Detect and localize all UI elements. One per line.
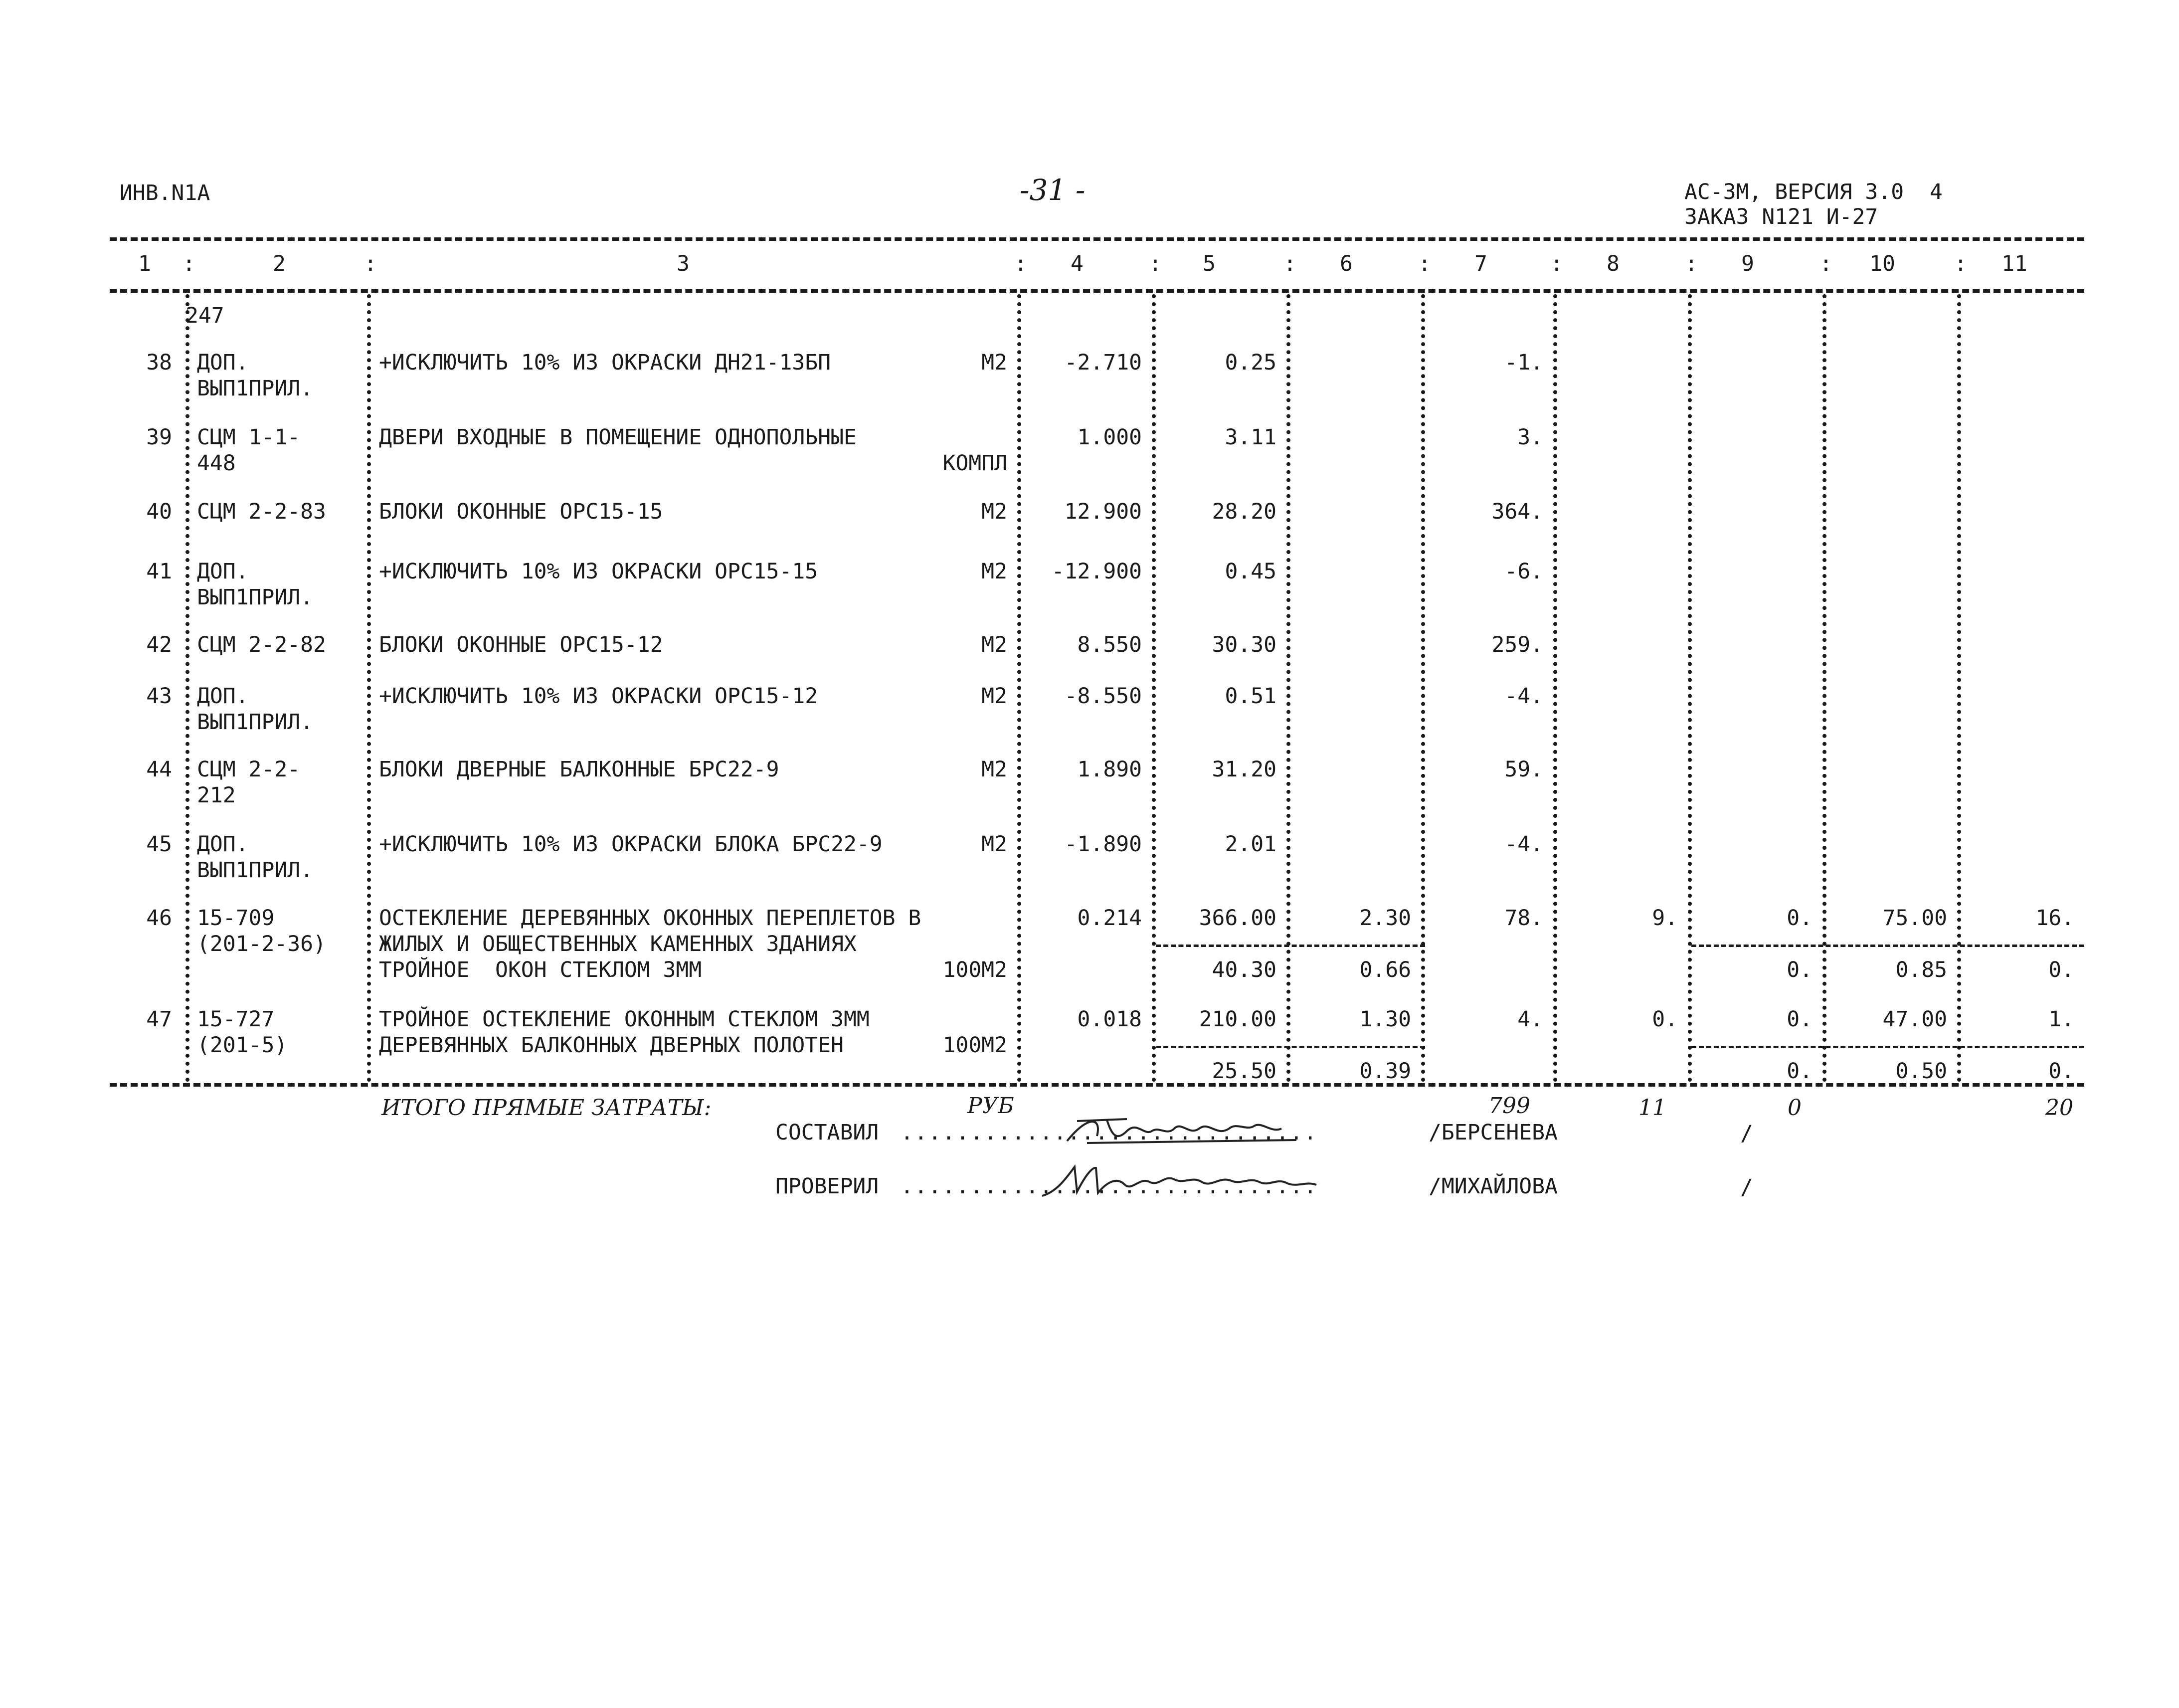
column-header-11: 11 xyxy=(2001,251,2027,276)
row-col6-wages: 0.39 xyxy=(1359,1059,1411,1084)
header-separator: : xyxy=(182,251,195,276)
row-col7-cost: 364. xyxy=(1491,499,1543,524)
row-unit-price: 210.00 xyxy=(1199,1007,1276,1032)
row-unit-price: 0.45 xyxy=(1225,559,1276,584)
sub-rule xyxy=(1156,1046,1425,1048)
row-col7-cost: 59. xyxy=(1504,757,1543,782)
row-col6: 1.30 xyxy=(1359,1007,1411,1032)
compiled-slash: / xyxy=(1740,1121,1753,1146)
row-description: БЛОКИ ОКОННЫЕ ОРС15-12 xyxy=(379,632,663,657)
row-col10: 47.00 xyxy=(1882,1007,1947,1032)
row-quantity: 8.550 xyxy=(1077,632,1142,657)
row-code: ДОП. xyxy=(197,350,249,375)
row-code: СЦМ 2-2-82 xyxy=(197,632,326,657)
row-col9: 0. xyxy=(1787,1007,1813,1032)
sub-rule xyxy=(1691,945,2084,947)
row-quantity: 1.000 xyxy=(1077,425,1142,450)
column-header-10: 10 xyxy=(1869,251,1895,276)
totals-label: ИТОГО ПРЯМЫЕ ЗАТРАТЫ: xyxy=(381,1095,712,1121)
column-header-3: 3 xyxy=(677,251,690,276)
header-separator: : xyxy=(1418,251,1431,276)
row-unit: М2 xyxy=(981,559,1007,584)
row-description: БЛОКИ ОКОННЫЕ ОРС15-15 xyxy=(379,499,663,524)
column-header-5: 5 xyxy=(1203,251,1216,276)
row-col7-cost: -4. xyxy=(1504,684,1543,709)
row-unit: 100М2 xyxy=(942,1033,1007,1058)
sub-rule xyxy=(1156,945,1425,947)
row-unit-price: 31.20 xyxy=(1212,757,1276,782)
checked-signature xyxy=(1037,1157,1346,1202)
row-number: 45 xyxy=(146,832,172,857)
row-unit: М2 xyxy=(981,832,1007,857)
column-separator xyxy=(1822,294,1826,1082)
compiled-label: СОСТАВИЛ xyxy=(775,1120,879,1145)
row-col7-cost: 78. xyxy=(1504,906,1543,931)
column-separator xyxy=(1553,294,1557,1082)
row-description: БЛОКИ ДВЕРНЫЕ БАЛКОННЫЕ БРС22-9 xyxy=(379,757,779,782)
table-rule-bottom xyxy=(110,1083,2084,1087)
totals-col7: 799 xyxy=(1488,1093,1530,1119)
row-code: ВЫП1ПРИЛ. xyxy=(197,376,313,401)
row-description: +ИСКЛЮЧИТЬ 10% ИЗ ОКРАСКИ ОРС15-15 xyxy=(379,559,818,584)
row-col9-wages: 0. xyxy=(1787,1059,1813,1084)
row-col10: 75.00 xyxy=(1882,906,1947,931)
header-separator: : xyxy=(1954,251,1967,276)
row-quantity: -8.550 xyxy=(1064,684,1142,709)
row-unit-price-wages: 25.50 xyxy=(1212,1059,1276,1084)
order-number: ЗАКАЗ N121 И-27 xyxy=(1684,204,1878,229)
compiled-signature xyxy=(1057,1106,1316,1151)
row-col7-cost: -4. xyxy=(1504,832,1543,857)
row-description: +ИСКЛЮЧИТЬ 10% ИЗ ОКРАСКИ ДН21-13БП xyxy=(379,350,831,375)
row-quantity: 1.890 xyxy=(1077,757,1142,782)
row-code: 448 xyxy=(197,451,236,476)
row-number: 38 xyxy=(146,350,172,375)
row-code: СЦМ 2-2- xyxy=(197,757,301,782)
totals-currency: РУБ xyxy=(967,1093,1014,1119)
row-number: 47 xyxy=(146,1007,172,1032)
row-unit-price: 3.11 xyxy=(1225,425,1276,450)
column-separator xyxy=(1957,294,1961,1082)
totals-col11: 20 xyxy=(2045,1095,2073,1121)
row-col7-cost: -6. xyxy=(1504,559,1543,584)
software-version: АС-3М, ВЕРСИЯ 3.0 4 xyxy=(1684,180,1943,204)
row-description: +ИСКЛЮЧИТЬ 10% ИЗ ОКРАСКИ БЛОКА БРС22-9 xyxy=(379,832,883,857)
row-unit-price: 0.25 xyxy=(1225,350,1276,375)
column-separator xyxy=(1421,294,1425,1082)
row-unit: 100М2 xyxy=(942,957,1007,982)
column-separator xyxy=(367,294,371,1082)
row-unit: М2 xyxy=(981,632,1007,657)
row-col7-cost: 259. xyxy=(1491,632,1543,657)
row-code: 212 xyxy=(197,783,236,808)
checked-label: ПРОВЕРИЛ xyxy=(775,1174,879,1199)
row-code: ВЫП1ПРИЛ. xyxy=(197,585,313,610)
row-quantity: 0.214 xyxy=(1077,906,1142,931)
row-unit-price: 30.30 xyxy=(1212,632,1276,657)
column-separator xyxy=(1286,294,1290,1082)
row-col6: 2.30 xyxy=(1359,906,1411,931)
row-quantity: 0.018 xyxy=(1077,1007,1142,1032)
row-col10-wages: 0.50 xyxy=(1895,1059,1947,1084)
header-separator: : xyxy=(1149,251,1162,276)
row-code: (201-5) xyxy=(197,1033,288,1058)
row-quantity: -1.890 xyxy=(1064,832,1142,857)
row-number: 41 xyxy=(146,559,172,584)
column-header-6: 6 xyxy=(1340,251,1353,276)
row-description: ДВЕРИ ВХОДНЫЕ В ПОМЕЩЕНИЕ ОДНОПОЛЬНЫЕ xyxy=(379,425,857,450)
row-description: ЖИЛЫХ И ОБЩЕСТВЕННЫХ КАМЕННЫХ ЗДАНИЯХ xyxy=(379,932,857,956)
row-quantity: -12.900 xyxy=(1051,559,1142,584)
column-header-4: 4 xyxy=(1071,251,1084,276)
row-unit-price: 0.51 xyxy=(1225,684,1276,709)
row-col7-cost: -1. xyxy=(1504,350,1543,375)
row-unit-price: 366.00 xyxy=(1199,906,1276,931)
header-rule-top xyxy=(110,237,2084,241)
row-unit-price: 2.01 xyxy=(1225,832,1276,857)
column-separator xyxy=(1152,294,1156,1082)
checked-dots: .............................. xyxy=(901,1174,1318,1199)
carry-over-code: 247 xyxy=(185,303,224,328)
row-description: ТРОЙНОЕ ОСТЕКЛЕНИЕ ОКОННЫМ СТЕКЛОМ 3ММ xyxy=(379,1007,870,1032)
row-col9: 0. xyxy=(1787,906,1813,931)
row-code: (201-2-36) xyxy=(197,932,326,956)
column-header-1: 1 xyxy=(138,251,151,276)
row-code: 15-709 xyxy=(197,906,275,931)
row-unit: КОМПЛ xyxy=(942,451,1007,476)
row-description: ОСТЕКЛЕНИЕ ДЕРЕВЯННЫХ ОКОННЫХ ПЕРЕПЛЕТОВ В xyxy=(379,906,921,931)
row-unit-price: 28.20 xyxy=(1212,499,1276,524)
row-col8: 0. xyxy=(1652,1007,1678,1032)
row-code: ДОП. xyxy=(197,832,249,857)
row-description: ТРОЙНОЕ ОКОН СТЕКЛОМ 3ММ xyxy=(379,957,702,982)
compiled-dots: .............................. xyxy=(901,1120,1318,1145)
row-col6-wages: 0.66 xyxy=(1359,957,1411,982)
header-separator: : xyxy=(1685,251,1698,276)
column-separator xyxy=(1688,294,1692,1082)
row-quantity: 12.900 xyxy=(1064,499,1142,524)
row-col11-wages: 0. xyxy=(2048,957,2074,982)
header-separator: : xyxy=(1283,251,1296,276)
header-separator: : xyxy=(364,251,377,276)
page-number: -31 - xyxy=(1020,173,1086,207)
row-number: 40 xyxy=(146,499,172,524)
row-number: 43 xyxy=(146,684,172,709)
totals-col8: 11 xyxy=(1638,1095,1666,1121)
header-separator: : xyxy=(1819,251,1832,276)
column-header-8: 8 xyxy=(1607,251,1620,276)
sub-rule xyxy=(1691,1046,2084,1048)
row-unit: М2 xyxy=(981,499,1007,524)
row-code: ДОП. xyxy=(197,559,249,584)
checked-name: /МИХАЙЛОВА xyxy=(1429,1174,1558,1199)
row-col11-wages: 0. xyxy=(2048,1059,2074,1084)
row-col11: 1. xyxy=(2048,1007,2074,1032)
row-number: 46 xyxy=(146,906,172,931)
row-unit: М2 xyxy=(981,684,1007,709)
row-unit: М2 xyxy=(981,350,1007,375)
row-col8: 9. xyxy=(1652,906,1678,931)
row-number: 44 xyxy=(146,757,172,782)
row-code: СЦМ 2-2-83 xyxy=(197,499,326,524)
row-unit-price-wages: 40.30 xyxy=(1212,957,1276,982)
row-code: ВЫП1ПРИЛ. xyxy=(197,710,313,735)
row-number: 39 xyxy=(146,425,172,450)
row-code: 15-727 xyxy=(197,1007,275,1032)
compiled-name: /БЕРСЕНЕВА xyxy=(1429,1120,1558,1145)
totals-col9: 0 xyxy=(1788,1095,1802,1121)
row-number: 42 xyxy=(146,632,172,657)
column-header-2: 2 xyxy=(273,251,286,276)
header-separator: : xyxy=(1014,251,1027,276)
row-description: +ИСКЛЮЧИТЬ 10% ИЗ ОКРАСКИ ОРС15-12 xyxy=(379,684,818,709)
row-quantity: -2.710 xyxy=(1064,350,1142,375)
header-rule-bottom xyxy=(110,289,2084,293)
column-separator xyxy=(1017,294,1021,1082)
checked-slash: / xyxy=(1740,1175,1753,1200)
row-col11: 16. xyxy=(2035,906,2074,931)
row-code: ДОП. xyxy=(197,684,249,709)
row-unit: М2 xyxy=(981,757,1007,782)
column-separator xyxy=(185,294,189,1082)
row-code: СЦМ 1-1- xyxy=(197,425,301,450)
row-description: ДЕРЕВЯННЫХ БАЛКОННЫХ ДВЕРНЫХ ПОЛОТЕН xyxy=(379,1033,844,1058)
row-col10-wages: 0.85 xyxy=(1895,957,1947,982)
row-col7-cost: 3. xyxy=(1517,425,1543,450)
row-code: ВЫП1ПРИЛ. xyxy=(197,858,313,883)
header-separator: : xyxy=(1550,251,1563,276)
row-col9-wages: 0. xyxy=(1787,957,1813,982)
column-header-9: 9 xyxy=(1741,251,1754,276)
row-col7-cost: 4. xyxy=(1517,1007,1543,1032)
doc-inventory-code: ИНВ.N1А xyxy=(120,181,210,205)
column-header-7: 7 xyxy=(1474,251,1487,276)
